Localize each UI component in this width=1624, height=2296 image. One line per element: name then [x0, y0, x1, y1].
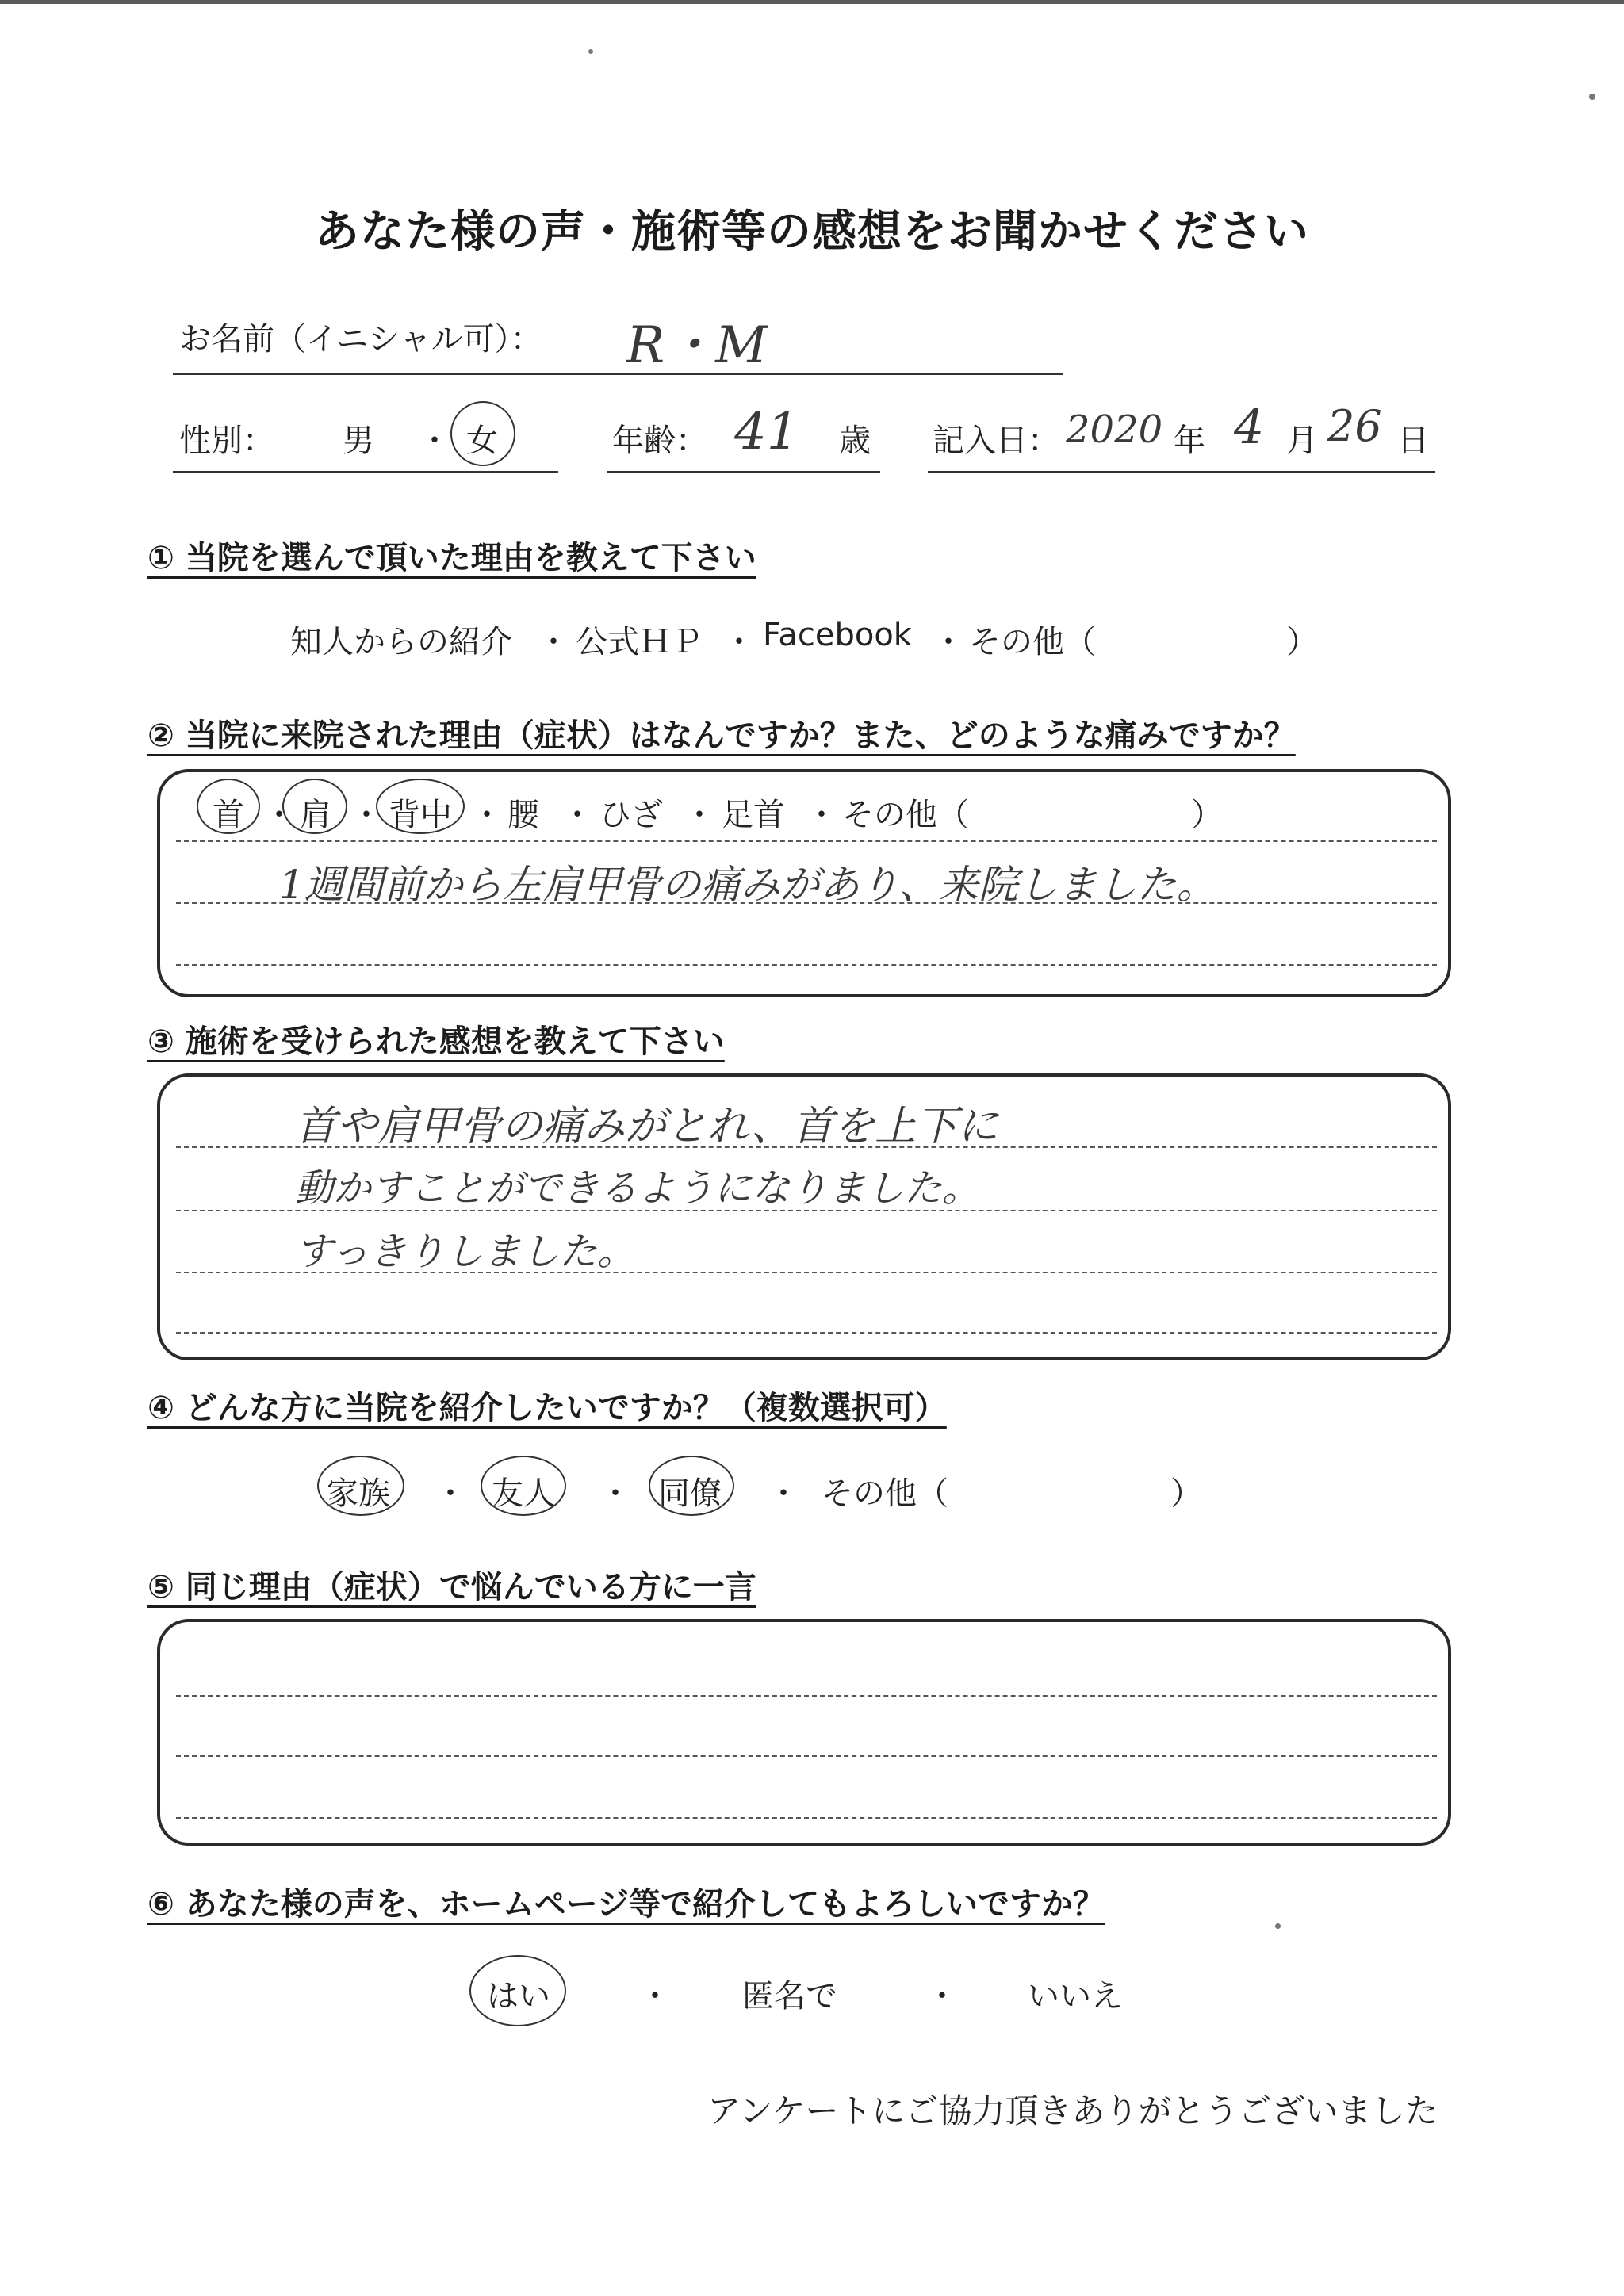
age-label: 年齢：	[612, 423, 707, 459]
dashed-line	[176, 1755, 1437, 1757]
dashed-line	[176, 1817, 1437, 1819]
selection-circle	[282, 779, 347, 834]
q2-option-ankle[interactable]: 足首	[722, 797, 785, 833]
q4-option-friend[interactable]: 友人	[492, 1475, 555, 1512]
date-label: 記入日：	[933, 423, 1059, 459]
dashed-line	[176, 902, 1437, 904]
q1-separator: ・	[933, 624, 964, 660]
q1-separator: ・	[723, 624, 755, 660]
q2-option-lower-back[interactable]: 腰	[508, 797, 539, 833]
gender-female-option[interactable]: 女	[466, 423, 498, 459]
q2-separator: ・	[806, 797, 837, 833]
q4-heading: ④ どんな方に当院を紹介したいですか？（複数選択可）	[147, 1390, 947, 1426]
q5-answer-box[interactable]	[157, 1619, 1451, 1846]
q6-separator: ・	[639, 1978, 671, 2015]
dashed-line	[176, 964, 1437, 966]
q5-heading: ⑤ 同じ理由（症状）で悩んでいる方に一言	[147, 1569, 756, 1605]
date-year-unit: 年	[1174, 423, 1205, 459]
q1-heading: ① 当院を選んで頂いた理由を教えて下さい	[147, 540, 756, 576]
age-underline	[607, 471, 880, 473]
q1-option-other[interactable]: その他（ ）	[969, 624, 1318, 660]
age-unit: 歳	[839, 423, 871, 459]
q4-separator: ・	[768, 1475, 799, 1512]
q1-option-referral[interactable]: 知人からの紹介	[290, 624, 512, 660]
gender-underline	[173, 471, 558, 473]
q2-separator: ・	[561, 797, 593, 833]
scan-speck	[588, 49, 593, 54]
q6-option-anonymous[interactable]: 匿名で	[742, 1978, 837, 2015]
q4-option-coworker[interactable]: 同僚	[658, 1475, 722, 1512]
q6-option-no[interactable]: いいえ	[1028, 1978, 1123, 2015]
q2-option-shoulder[interactable]: 肩	[300, 797, 331, 833]
q3-answer-line-3[interactable]: すっきりしました。	[295, 1230, 636, 1274]
name-label: お名前（イニシャル可）：	[179, 321, 542, 358]
q4-option-family[interactable]: 家族	[327, 1475, 390, 1512]
q1-option-facebook[interactable]: Facebook	[763, 617, 912, 653]
dashed-line	[176, 1332, 1437, 1334]
selection-circle	[481, 1456, 566, 1516]
q1-option-website[interactable]: 公式ＨＰ	[576, 624, 703, 660]
q6-option-yes[interactable]: はい	[487, 1978, 550, 2015]
q3-answer-line-1[interactable]: 首や肩甲骨の痛みがとれ、首を上下に	[295, 1103, 999, 1150]
form-title: あなた様の声・施術等の感想をお聞かせください	[315, 206, 1309, 258]
q2-answer-line-1[interactable]: 1週間前から左肩甲骨の痛みがあり、来院しました。	[279, 862, 1216, 908]
selection-circle	[450, 401, 515, 466]
q1-separator: ・	[538, 624, 569, 660]
q2-separator: ・	[350, 797, 382, 833]
selection-circle	[197, 779, 260, 834]
date-day-value[interactable]: 26	[1327, 401, 1382, 451]
date-month-value[interactable]: 4	[1234, 400, 1265, 455]
q2-separator: ・	[684, 797, 715, 833]
selection-circle	[376, 779, 465, 834]
thank-you-footer: アンケートにご協力頂きありがとうございました	[707, 2091, 1438, 2130]
gender-separator: ・	[419, 423, 450, 459]
q2-option-back[interactable]: 背中	[389, 797, 452, 833]
dashed-line	[176, 1272, 1437, 1273]
date-underline	[928, 471, 1435, 473]
name-underline	[173, 373, 1063, 375]
q2-separator: ・	[471, 797, 503, 833]
q4-option-other[interactable]: その他（ ）	[822, 1475, 1202, 1512]
dashed-line	[176, 1695, 1437, 1697]
age-value[interactable]: 41	[734, 403, 799, 461]
q2-option-other[interactable]: その他（ ）	[842, 797, 1223, 833]
selection-circle	[469, 1955, 566, 2026]
date-month-unit: 月	[1286, 423, 1318, 459]
dashed-line	[176, 1146, 1437, 1148]
dashed-line	[176, 840, 1437, 842]
scan-top-edge	[0, 0, 1624, 4]
selection-circle	[317, 1456, 404, 1516]
gender-label: 性別：	[179, 423, 274, 459]
name-value[interactable]: R・M	[626, 316, 768, 375]
q2-heading: ② 当院に来院された理由（症状）はなんですか？また、どのような痛みですか？	[147, 718, 1296, 754]
q6-heading: ⑥ あなた様の声を、ホームページ等で紹介してもよろしいですか？	[147, 1886, 1105, 1923]
q2-option-neck[interactable]: 首	[213, 797, 244, 833]
q2-option-knee[interactable]: ひざ	[599, 797, 663, 833]
date-year-value[interactable]: 2020	[1066, 408, 1163, 452]
q3-answer-line-2[interactable]: 動かすことができるようになりました。	[295, 1166, 981, 1211]
q3-heading: ③ 施術を受けられた感想を教えて下さい	[147, 1024, 725, 1060]
q2-separator: ・	[263, 797, 295, 833]
q4-separator: ・	[435, 1475, 466, 1512]
scan-speck	[1589, 94, 1595, 100]
q4-separator: ・	[599, 1475, 631, 1512]
scan-speck	[1275, 1923, 1281, 1929]
q6-separator: ・	[926, 1978, 958, 2015]
date-day-unit: 日	[1397, 423, 1429, 459]
dashed-line	[176, 1210, 1437, 1211]
gender-male-option[interactable]: 男	[343, 423, 374, 459]
selection-circle	[649, 1456, 734, 1516]
